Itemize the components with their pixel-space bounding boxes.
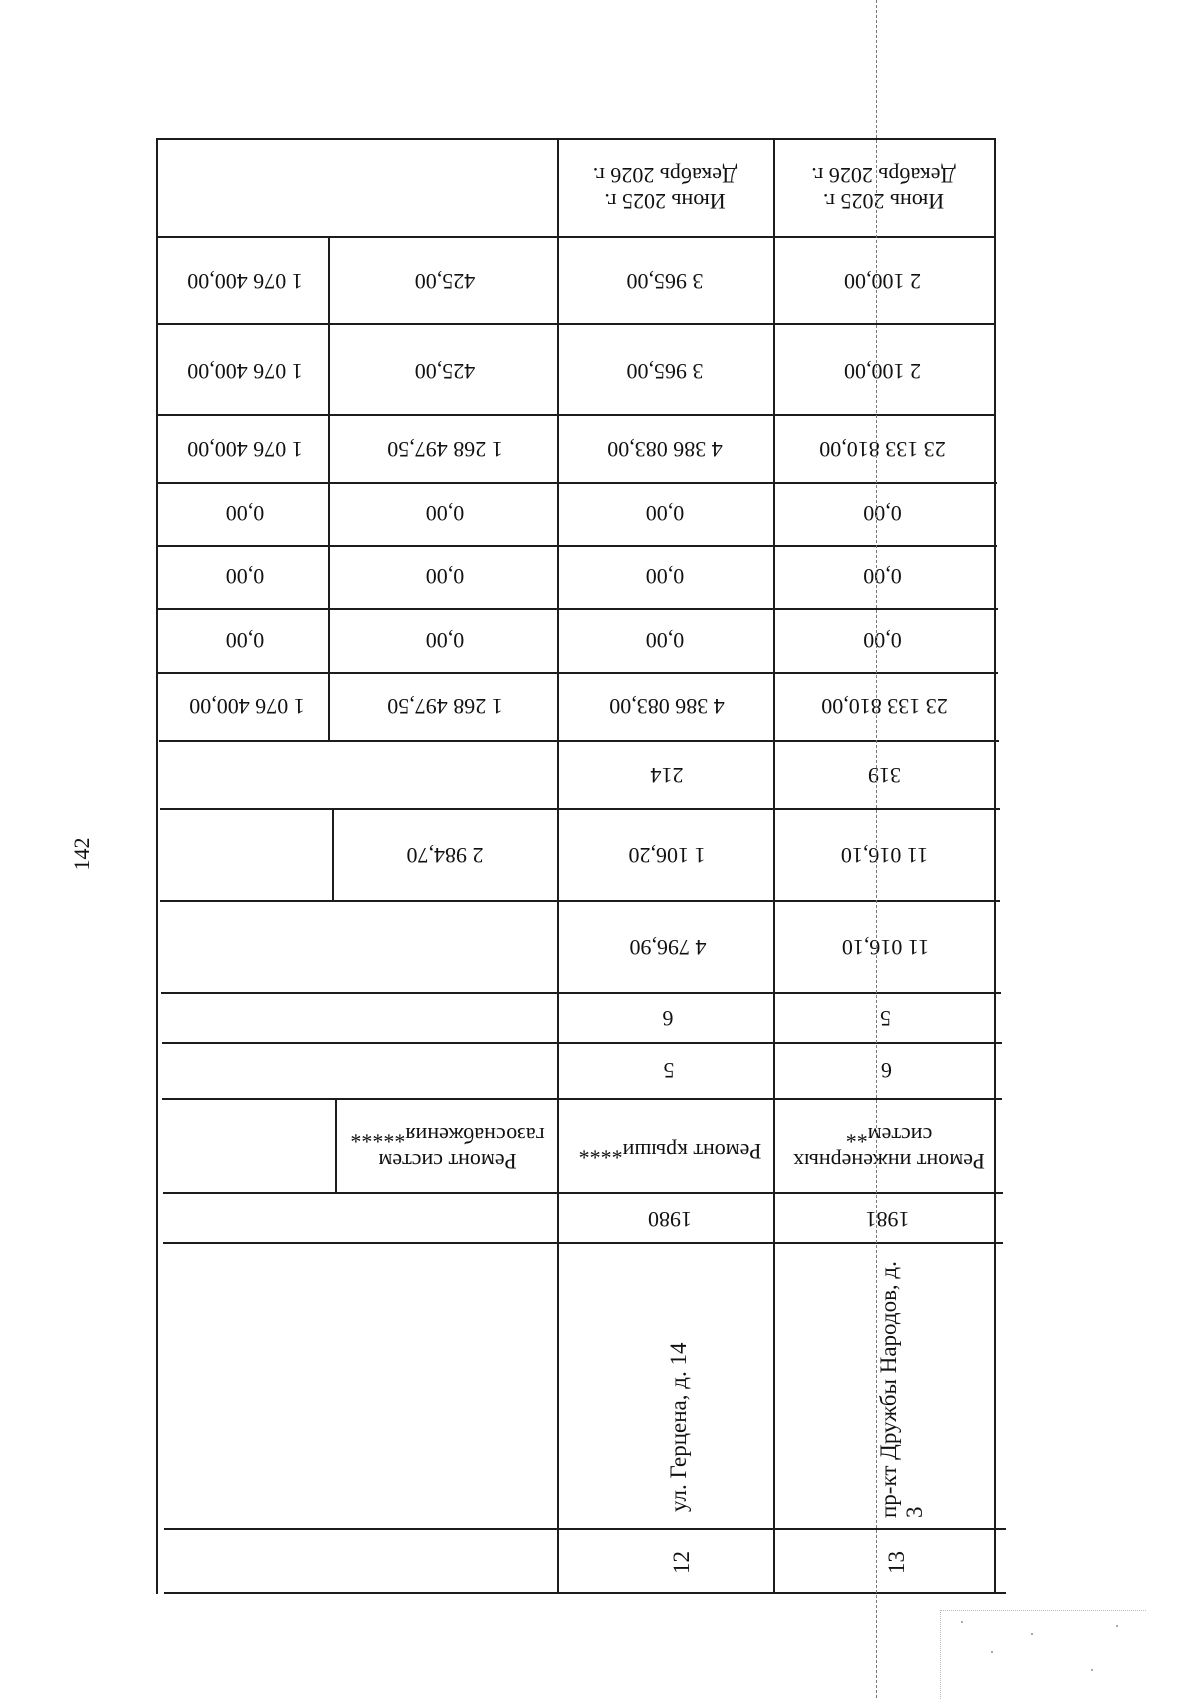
row-divider <box>157 545 997 547</box>
row-divider <box>164 1528 1006 1530</box>
column-divider-main-right <box>773 138 775 1592</box>
year-cell: 1981 <box>865 1207 910 1232</box>
amount-cell: 0,00 <box>425 501 465 526</box>
scan-noise-dot <box>991 1651 993 1653</box>
scan-noise-dot <box>961 1621 963 1623</box>
row-divider <box>156 323 996 325</box>
row-divider <box>158 672 998 674</box>
amount-cell: 0,00 <box>425 628 465 653</box>
amount-cell: 0,00 <box>863 628 902 653</box>
amount-cell: 3 965,00 <box>626 269 704 294</box>
row-divider <box>159 740 999 742</box>
amount-cell: 0,00 <box>645 501 685 526</box>
amount-cell: 3 965,00 <box>626 359 704 384</box>
amount-cell: 1 076 400,00 <box>189 694 305 719</box>
amount-cell: 0,00 <box>645 628 685 653</box>
area-cell: 2 984,70 <box>406 843 484 868</box>
work-type-cell: Ремонт инженерных систем** <box>793 1123 985 1174</box>
row-divider <box>158 608 998 610</box>
amount-cell: 0,00 <box>425 564 465 589</box>
amount-cell: 0,00 <box>863 564 902 589</box>
area-cell: 4 796,90 <box>629 935 707 960</box>
row-number-cell: 13 <box>884 1551 909 1574</box>
column-divider-main-left <box>557 138 559 1592</box>
amount-cell: 0,00 <box>225 628 265 653</box>
amount-cell: 4 386 083,00 <box>607 437 723 462</box>
entrances-cell: 6 <box>881 1058 892 1083</box>
scan-dash-line <box>876 0 878 1698</box>
amount-cell: 0,00 <box>863 501 902 526</box>
scan-noise <box>940 1610 1146 1699</box>
table-bottom-border <box>164 1592 1006 1594</box>
work-type-cell: Ремонт крыши**** <box>578 1139 762 1164</box>
dates-cell-b: Июнь 2025 г. Декабрь 2026 г. <box>811 163 956 214</box>
scan-noise-dot <box>1031 1633 1033 1635</box>
amount-cell: 2 100,00 <box>844 359 921 384</box>
floors-cell: 5 <box>880 1006 891 1031</box>
row-divider <box>160 808 1000 810</box>
amount-cell: 2 100,00 <box>844 269 921 294</box>
dates-cell-a: Июнь 2025 г. Декабрь 2026 г. <box>592 163 738 214</box>
floors-cell: 6 <box>662 1006 674 1031</box>
amount-cell: 0,00 <box>645 564 685 589</box>
address-cell: пр-кт Дружбы Народов, д. 3 <box>876 1261 927 1518</box>
entrances-cell: 5 <box>663 1058 675 1083</box>
column-divider-amounts <box>328 236 330 740</box>
scan-noise-dot <box>1091 1669 1093 1671</box>
amount-cell: 23 133 810,00 <box>819 437 946 462</box>
table-top-border <box>156 138 994 140</box>
row-number-cell: 12 <box>669 1551 694 1574</box>
amount-cell: 1 268 497,50 <box>387 694 503 719</box>
amount-cell: 1 076 400,00 <box>187 359 303 384</box>
table-left-border <box>156 138 158 1594</box>
amount-cell: 425,00 <box>414 269 476 294</box>
address-cell: ул. Герцена, д. 14 <box>666 1342 691 1512</box>
count-cell: 214 <box>650 763 684 788</box>
scan-noise-dot <box>1116 1625 1118 1627</box>
column-divider-area <box>332 808 334 900</box>
amount-cell: 0,00 <box>225 564 265 589</box>
row-divider <box>156 414 996 416</box>
work-type-cell: Ремонт систем газоснабжения***** <box>350 1123 545 1174</box>
row-divider <box>156 236 996 238</box>
row-divider <box>161 992 1001 994</box>
amount-cell: 4 386 083,00 <box>609 694 725 719</box>
amount-cell: 23 133 810,00 <box>821 694 948 719</box>
amount-cell: 1 076 400,00 <box>187 437 303 462</box>
row-divider <box>160 900 1000 902</box>
row-divider <box>157 482 997 484</box>
amount-cell: 425,00 <box>414 359 476 384</box>
count-cell: 319 <box>868 763 901 788</box>
year-cell: 1980 <box>648 1207 692 1232</box>
amount-cell: 1 268 497,50 <box>387 437 503 462</box>
table-right-border <box>994 138 996 1594</box>
amount-cell: 1 076 400,00 <box>187 269 303 294</box>
area-cell: 11 016,10 <box>841 935 930 960</box>
area-cell: 1 106,20 <box>628 843 706 868</box>
column-divider-works <box>335 1098 337 1192</box>
area-cell: 11 016,10 <box>840 843 929 868</box>
page-number: 142 <box>69 837 94 871</box>
amount-cell: 0,00 <box>225 501 265 526</box>
